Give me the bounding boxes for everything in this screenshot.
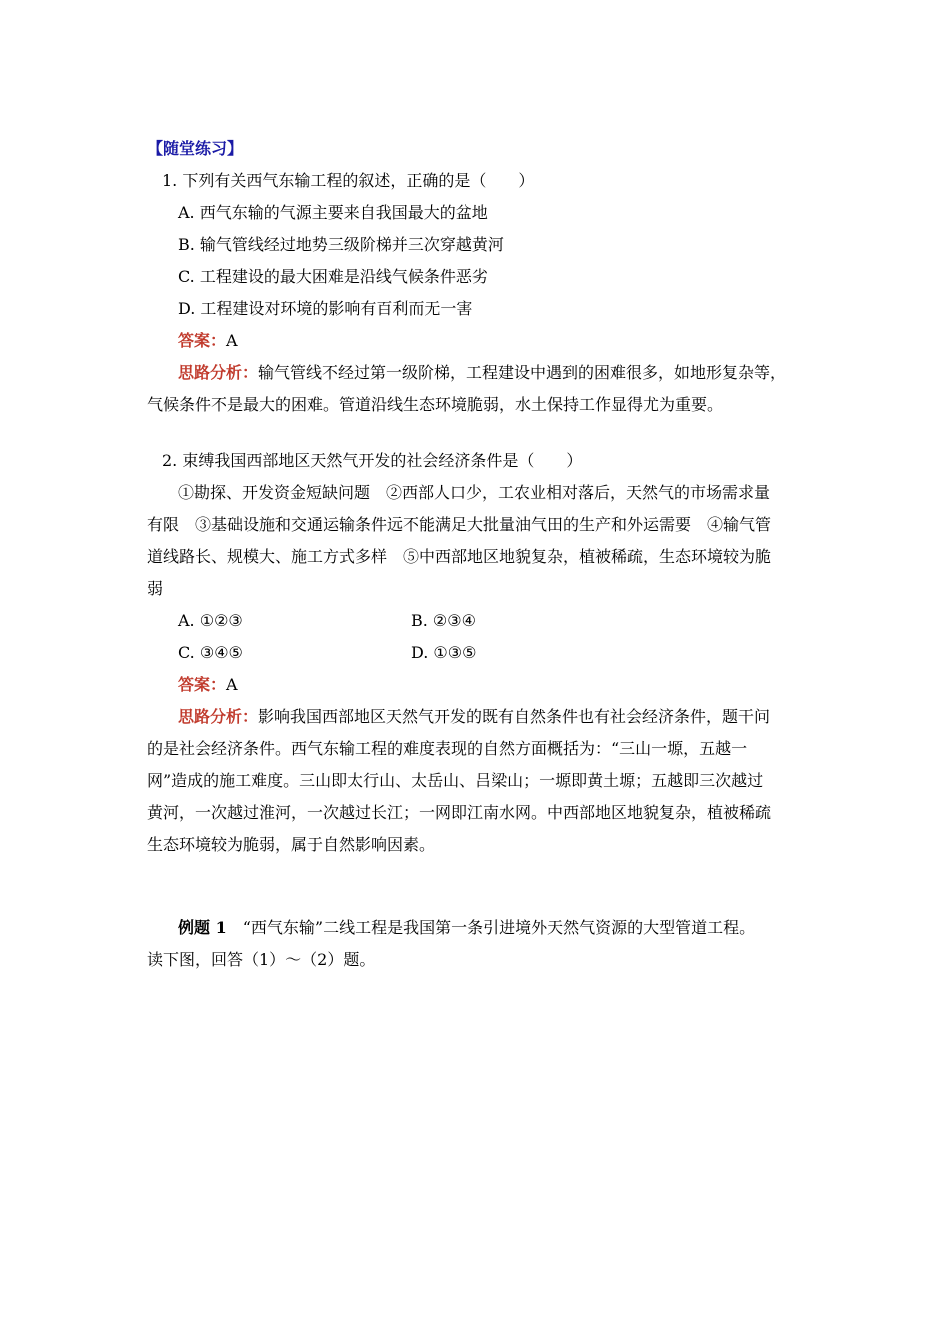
q2-analysis-line-4: 黄河，一次越过淮河，一次越过长江；一网即江南水网。中西部地区地貌复杂，植被稀疏 (147, 803, 772, 822)
q2-stem: 2. 束缚我国西部地区天然气开发的社会经济条件是（ ） (162, 451, 583, 470)
q1-option-a: A. 西气东输的气源主要来自我国最大的盆地 (178, 203, 488, 222)
q2-option-b: B. ②③④ (411, 611, 476, 630)
q2-analysis-label: 思路分析： (178, 707, 259, 726)
q2-answer-value: A (226, 675, 238, 694)
q2-option-a: A. ①②③ (178, 611, 243, 630)
q1-analysis-label: 思路分析： (178, 363, 259, 382)
q1-answer (178, 331, 238, 351)
q1-analysis-line-1 (178, 363, 786, 383)
q2-analysis-line-3: 网”造成的施工难度。三山即太行山、太岳山、吕梁山；一塬即黄土塬；五越即三次越过 (147, 771, 764, 790)
q2-answer-label: 答案： (178, 675, 227, 694)
q2-body-line-2: 有限 ③基础设施和交通运输条件远不能满足大批量油气田的生产和外运需要 ④输气管 (147, 515, 772, 534)
example-label: 例题 1 (178, 918, 227, 937)
q1-option-c: C. 工程建设的最大困难是沿线气候条件恶劣 (178, 267, 488, 286)
example-line-1 (178, 918, 755, 938)
q2-body-line-3: 道线路长、规模大、施工方式多样 ⑤中西部地区地貌复杂，植被稀疏，生态环境较为脆 (147, 547, 772, 566)
q1-analysis-text-1: 输气管线不经过第一级阶梯，工程建设中遇到的困难很多，如地形复杂等， (258, 363, 787, 382)
q1-option-b: B. 输气管线经过地势三级阶梯并三次穿越黄河 (178, 235, 504, 254)
q1-answer-value: A (226, 331, 238, 350)
q1-stem: 1. 下列有关西气东输工程的叙述，正确的是（ ） (162, 171, 535, 190)
q1-answer-label: 答案： (178, 331, 227, 350)
q2-body-line-1: ①勘探、开发资金短缺问题 ②西部人口少，工农业相对落后，天然气的市场需求量 (178, 483, 771, 502)
q2-option-c: C. ③④⑤ (178, 643, 243, 662)
example-text-1: “西气东输”二线工程是我国第一条引进境外天然气资源的大型管道工程。 (242, 918, 756, 937)
example-line-2: 读下图，回答（1）～（2）题。 (147, 950, 376, 969)
q1-option-d: D. 工程建设对环境的影响有百利而无一害 (178, 299, 473, 318)
q2-analysis-line-5: 生态环境较为脆弱，属于自然影响因素。 (147, 835, 436, 854)
q2-analysis-text-1: 影响我国西部地区天然气开发的既有自然条件也有社会经济条件，题干问 (258, 707, 771, 726)
q1-analysis-line-2: 气候条件不是最大的困难。管道沿线生态环境脆弱，水土保持工作显得尤为重要。 (147, 395, 724, 414)
section-heading: 【随堂练习】 (147, 139, 244, 158)
q2-option-d: D. ①③⑤ (411, 643, 477, 662)
q2-body-line-4: 弱 (147, 579, 164, 598)
q2-analysis-line-1 (178, 707, 770, 727)
q2-answer (178, 675, 238, 695)
q2-analysis-line-2: 的是社会经济条件。西气东输工程的难度表现的自然方面概括为：“三山一塬，五越一 (147, 739, 748, 758)
